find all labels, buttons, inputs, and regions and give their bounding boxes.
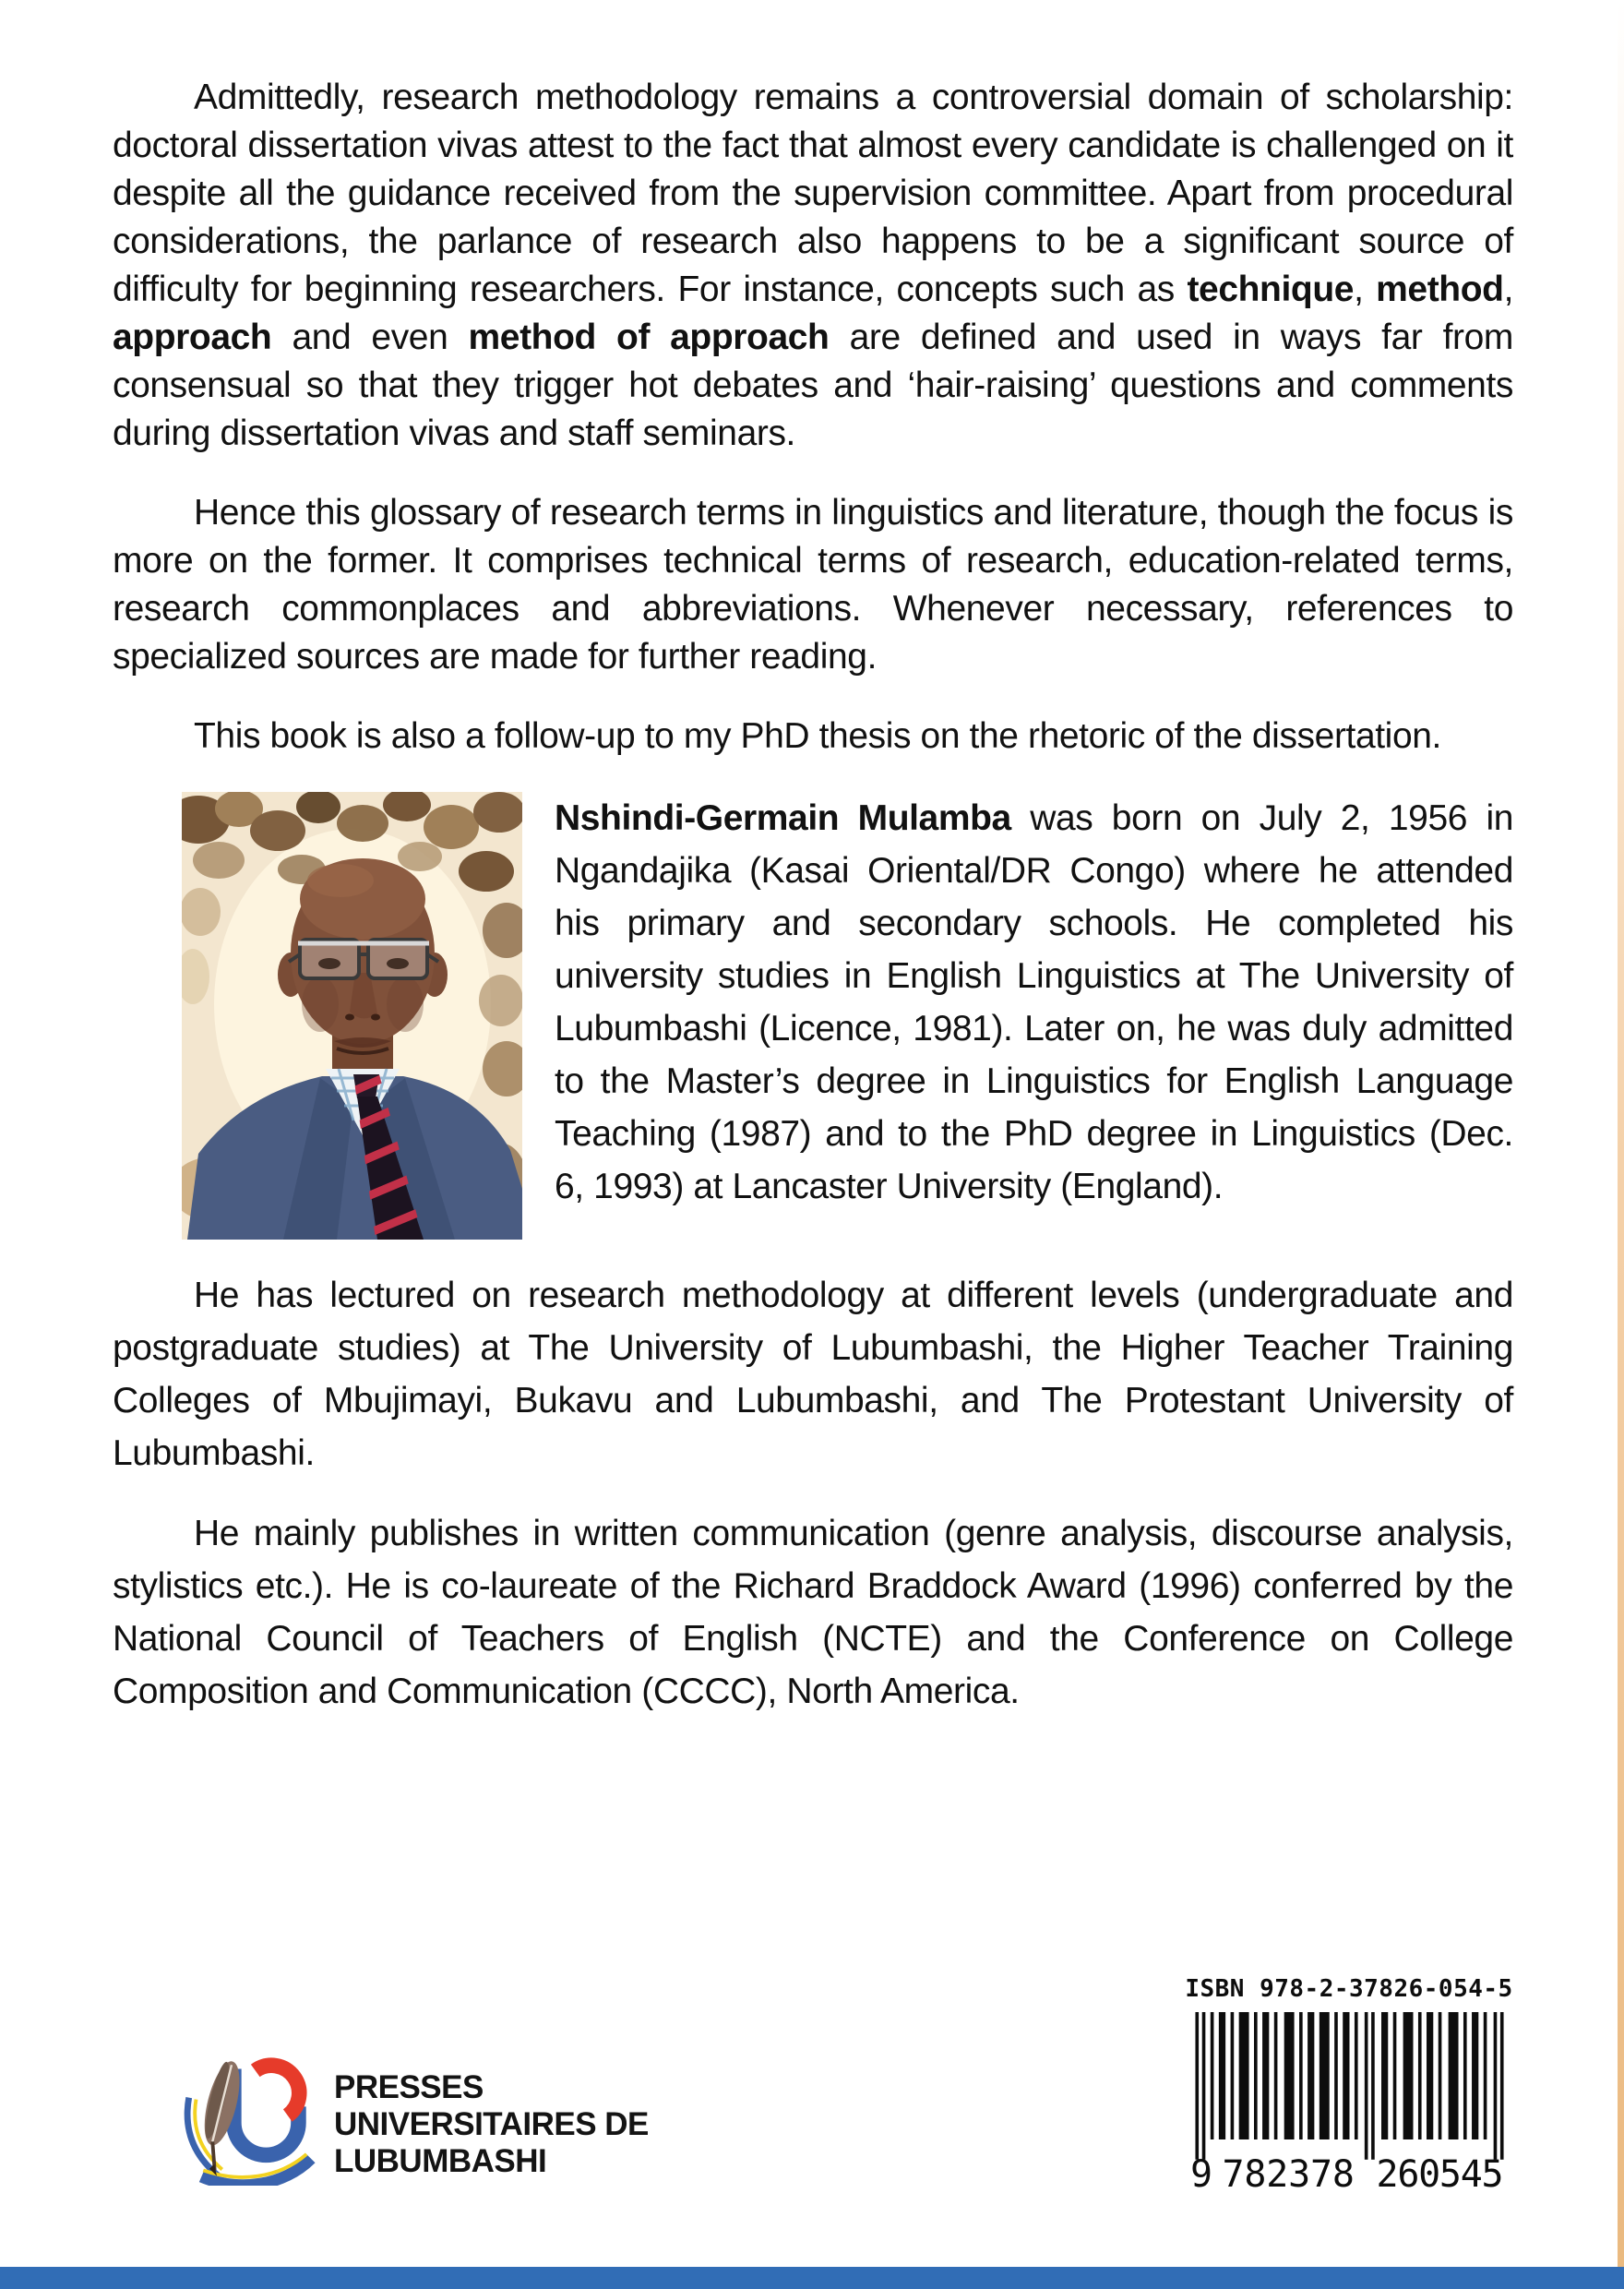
intro-text-pre: Admittedly, research methodology remains a controversial domain of scholarship: doctoral dissertation vivas attest to the fact that almost every candidate is challenged on it despite all the guidance received from the supervision committee. Apart from procedural considerations, the parlance of research also happens to be a significant source of difficulty for beginning researchers. For instance, concepts such as [113, 78, 1513, 309]
publisher-name [334, 2051, 649, 2180]
barcode-digits-mid: 782378 [1222, 2152, 1355, 2192]
barcode-bars [1195, 2012, 1503, 2160]
publisher-logo [173, 2051, 649, 2186]
followup-paragraph: This book is also a follow-up to my PhD thesis on the rhetoric of the dissertation. [194, 716, 1441, 756]
glossary-paragraph: Hence this glossary of research terms in linguistics and literature, though the focus is more on the former. It comprises technical terms of research, education-related terms, research commonplaces and abbreviations. Whenever necessary, references to specialized sources are made for further reading. [113, 493, 1513, 677]
author-photo [182, 792, 522, 1240]
term-technique: technique [1187, 270, 1355, 309]
author-name: Nshindi-Germain Mulamba [555, 798, 1011, 838]
lecturing-paragraph: He has lectured on research methodology at different levels (undergraduate and postgraduate studies) at The University of Lubumbashi, the Higher Teacher Training Colleges of Mbujimayi, Bukavu and Lubumbashi, and The Protestant University of Lubumbashi. [113, 1276, 1513, 1473]
bottom-blue-band [0, 2267, 1624, 2289]
barcode-digit-left: 9 [1189, 2152, 1212, 2192]
publisher-name-line1: PRESSES [334, 2069, 484, 2105]
intro-paragraph [113, 74, 1513, 458]
author-portrait-illustration [182, 792, 522, 1240]
scan-edge-strip [1618, 0, 1624, 2289]
term-method: method [1376, 270, 1504, 309]
author-bio-section [113, 792, 1513, 1240]
author-bio-text: was born on July 2, 1956 in Ngandajika (Kasai Oriental/DR Congo) where he attended his primary and secondary schools. He completed his university studies in English Linguistics at The University of Lubumbashi (Licence, 1981). Later on, he was duly admitted to the Master’s degree in Linguistics for English Language Teaching (1987) and to the PhD degree in Linguistics (Dec. 6, 1993) at Lancaster University (England). [555, 798, 1514, 1206]
publications-paragraph: He mainly publishes in written communication (genre analysis, discourse analysis, stylistics etc.). He is co-laureate of the Richard Braddock Award (1996) conferred by the National Council of Teachers of English (NCTE) and the Conference on College Composition and Communication (CCCC), North America. [113, 1514, 1513, 1711]
publisher-name-line3: LUBUMBASHI [334, 2143, 547, 2179]
barcode-digits-right: 260545 [1376, 2152, 1504, 2192]
separator-1: , [1354, 270, 1377, 309]
isbn-number: ISBN 978-2-37826-054-5 [1185, 1975, 1513, 2003]
isbn-barcode-section [1174, 1975, 1524, 2191]
ean-barcode [1190, 2012, 1509, 2191]
separator-2: , [1503, 270, 1513, 309]
back-cover-text-block [113, 74, 1513, 1745]
intro-text-post: are defined and used in ways far from consensual so that they trigger hot debates and ‘hair-raising’ questions and comments during dissertation vivas and staff seminars. [113, 318, 1513, 453]
pul-logo-icon [173, 2051, 319, 2186]
author-bio-paragraph [555, 792, 1513, 1213]
intro-text-mid: and even [271, 318, 469, 357]
term-approach: approach [113, 318, 272, 357]
publisher-name-line2: UNIVERSITAIRES DE [334, 2106, 649, 2142]
pul-letters [233, 2066, 299, 2155]
term-method-of-approach: method of approach [468, 318, 830, 357]
